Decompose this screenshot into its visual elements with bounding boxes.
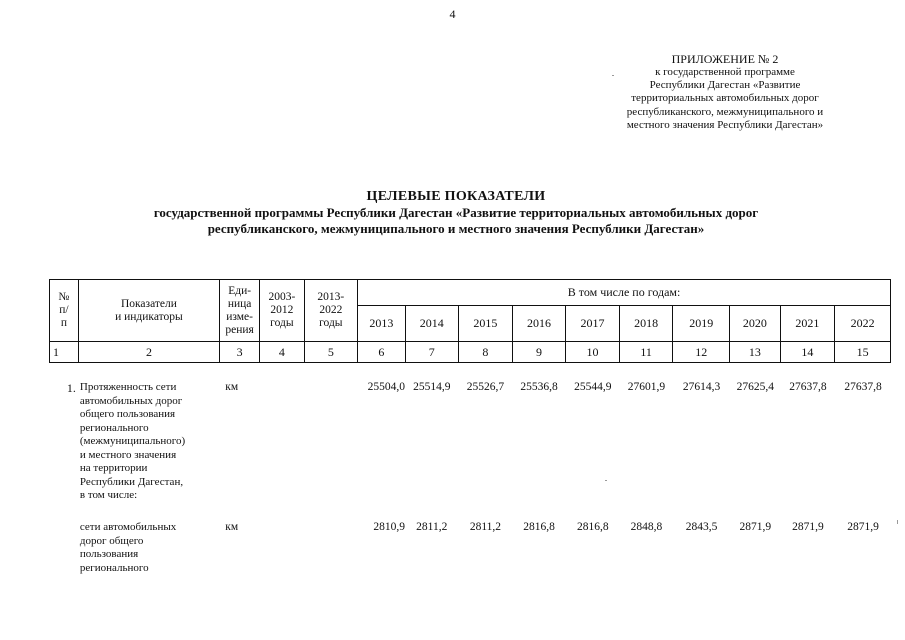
row-value: 27601,9: [627, 381, 666, 393]
header-unit-line: ница: [227, 297, 252, 310]
column-number: 14: [780, 342, 835, 363]
header-unit: [220, 280, 260, 342]
row-value: 2843,5: [685, 521, 718, 533]
row-unit: км: [225, 521, 239, 533]
appendix-line: Республики Дагестан «Развитие: [649, 79, 801, 92]
row-value: 27614,3: [682, 381, 721, 393]
header-year: 2014: [405, 306, 459, 342]
header-period-line: 2003-: [268, 291, 296, 303]
header-year: 2018: [619, 306, 673, 342]
scan-speck: [612, 75, 614, 76]
column-number: 8: [459, 342, 513, 363]
indicator-line: дорог общего: [79, 534, 144, 547]
title-main: ЦЕЛЕВЫЕ ПОКАЗАТЕЛИ: [366, 189, 546, 204]
row-value: 2871,9: [847, 521, 879, 533]
appendix-block: [560, 52, 890, 132]
column-number: 12: [673, 342, 730, 363]
indicator-line: Протяженность сети: [79, 381, 177, 393]
row-value: 25504,0: [367, 381, 405, 393]
header-period-2013-2022: [304, 280, 358, 342]
row-value: 2871,9: [739, 521, 772, 533]
indicator-line: автомобильных дорог: [79, 394, 183, 407]
indicator-line: в том числе:: [79, 489, 138, 501]
header-indicators: [78, 280, 219, 342]
header-number-line: №: [58, 291, 70, 303]
row-value: 25536,8: [520, 381, 558, 393]
column-number: 9: [512, 342, 566, 363]
indicator-line: на территории: [79, 462, 148, 474]
row-number: 1.: [66, 381, 76, 395]
header-period-line: 2022: [319, 304, 343, 316]
row-value: 25514,9: [413, 381, 451, 393]
column-number: 5: [304, 342, 358, 363]
appendix-line: к государственной программе: [655, 66, 795, 78]
header-unit-line: рения: [225, 323, 254, 336]
row-period-2: [304, 381, 358, 521]
column-number: 4: [260, 342, 304, 363]
header-year: 2015: [459, 306, 513, 342]
header-year: 2022: [835, 306, 891, 342]
header-year: 2017: [566, 306, 620, 342]
header-indicators-line: Показатели: [120, 297, 177, 310]
row-period-1: [259, 381, 303, 521]
row-value: 27637,8: [844, 381, 882, 393]
row-unit: км: [225, 381, 239, 393]
appendix-line: местного значения Республики Дагестан»: [626, 118, 824, 131]
header-year: 2013: [358, 306, 405, 342]
indicator-line: пользования: [79, 548, 139, 560]
indicator-line: (межмуниципального): [79, 435, 186, 447]
header-year: 2019: [673, 306, 730, 342]
header-number-line: п/: [59, 304, 69, 316]
row-value: 27637,8: [789, 381, 827, 393]
page-number: 4: [449, 7, 456, 21]
column-number: 11: [619, 342, 673, 363]
table-row: [49, 521, 891, 591]
column-number: 7: [405, 342, 459, 363]
row-period-2: [304, 521, 358, 591]
header-period-2003-2012: [260, 280, 304, 342]
document-title: [40, 188, 872, 237]
row-value: 2811,2: [469, 521, 502, 533]
header-year: 2021: [780, 306, 835, 342]
header-year: 2020: [730, 306, 780, 342]
appendix-heading: ПРИЛОЖЕНИЕ № 2: [671, 52, 779, 66]
row-value: 2848,8: [630, 521, 663, 533]
header-period-line: годы: [270, 317, 294, 329]
column-number: 10: [566, 342, 620, 363]
column-number: 3: [220, 342, 260, 363]
header-period-line: годы: [319, 317, 343, 329]
scan-speck: [897, 520, 898, 524]
header-number-line: п: [60, 317, 67, 329]
indicator-line: сети автомобильных: [79, 521, 177, 533]
header-period-line: 2013-: [317, 291, 345, 303]
header-indicators-line: и индикаторы: [115, 310, 183, 323]
row-value: 27625,4: [736, 381, 774, 393]
header-unit-line: Еди-: [228, 284, 252, 297]
header-year: 2016: [512, 306, 566, 342]
row-value: 2816,8: [523, 521, 555, 533]
scan-speck: [605, 480, 607, 481]
column-number: 13: [730, 342, 780, 363]
row-value: 2810,9: [373, 521, 405, 533]
column-number: 2: [78, 342, 219, 363]
table-row: [49, 381, 891, 521]
row-value: 2811,2: [416, 521, 448, 533]
appendix-line: территориальных автомобильных дорог: [631, 92, 819, 105]
indicator-line: регионального: [79, 421, 149, 434]
header-years-caption: В том числе по годам:: [358, 280, 891, 306]
header-period-line: 2012: [270, 304, 294, 316]
row-value: 25526,7: [466, 381, 505, 393]
column-number: 6: [358, 342, 405, 363]
row-number: [49, 521, 78, 591]
title-subtitle-line-1: государственной программы Республики Дагестан «Развитие территориальных автомобильных дорог: [153, 205, 759, 220]
row-value: 2816,8: [576, 521, 609, 533]
column-number: 15: [835, 342, 891, 363]
row-value: 2871,9: [792, 521, 824, 533]
row-value: 25544,9: [574, 381, 612, 393]
row-period-1: [259, 521, 303, 591]
title-subtitle-line-2: республиканского, межмуниципального и местного значения Республики Дагестан»: [207, 221, 705, 236]
column-number-row: [50, 342, 891, 363]
indicator-line: регионального: [79, 561, 149, 574]
row-indicator: [78, 381, 219, 521]
indicators-table-body: [49, 381, 891, 591]
row-indicator: [78, 521, 219, 591]
indicator-line: общего пользования: [79, 408, 176, 420]
indicator-line: Республики Дагестан,: [79, 475, 184, 488]
indicators-table-header: [49, 279, 891, 363]
header-unit-line: изме-: [226, 310, 253, 323]
header-number: [50, 280, 79, 342]
indicator-line: и местного значения: [79, 448, 177, 461]
column-number: 1: [50, 342, 79, 363]
appendix-line: республиканского, межмуниципального и: [626, 105, 824, 118]
